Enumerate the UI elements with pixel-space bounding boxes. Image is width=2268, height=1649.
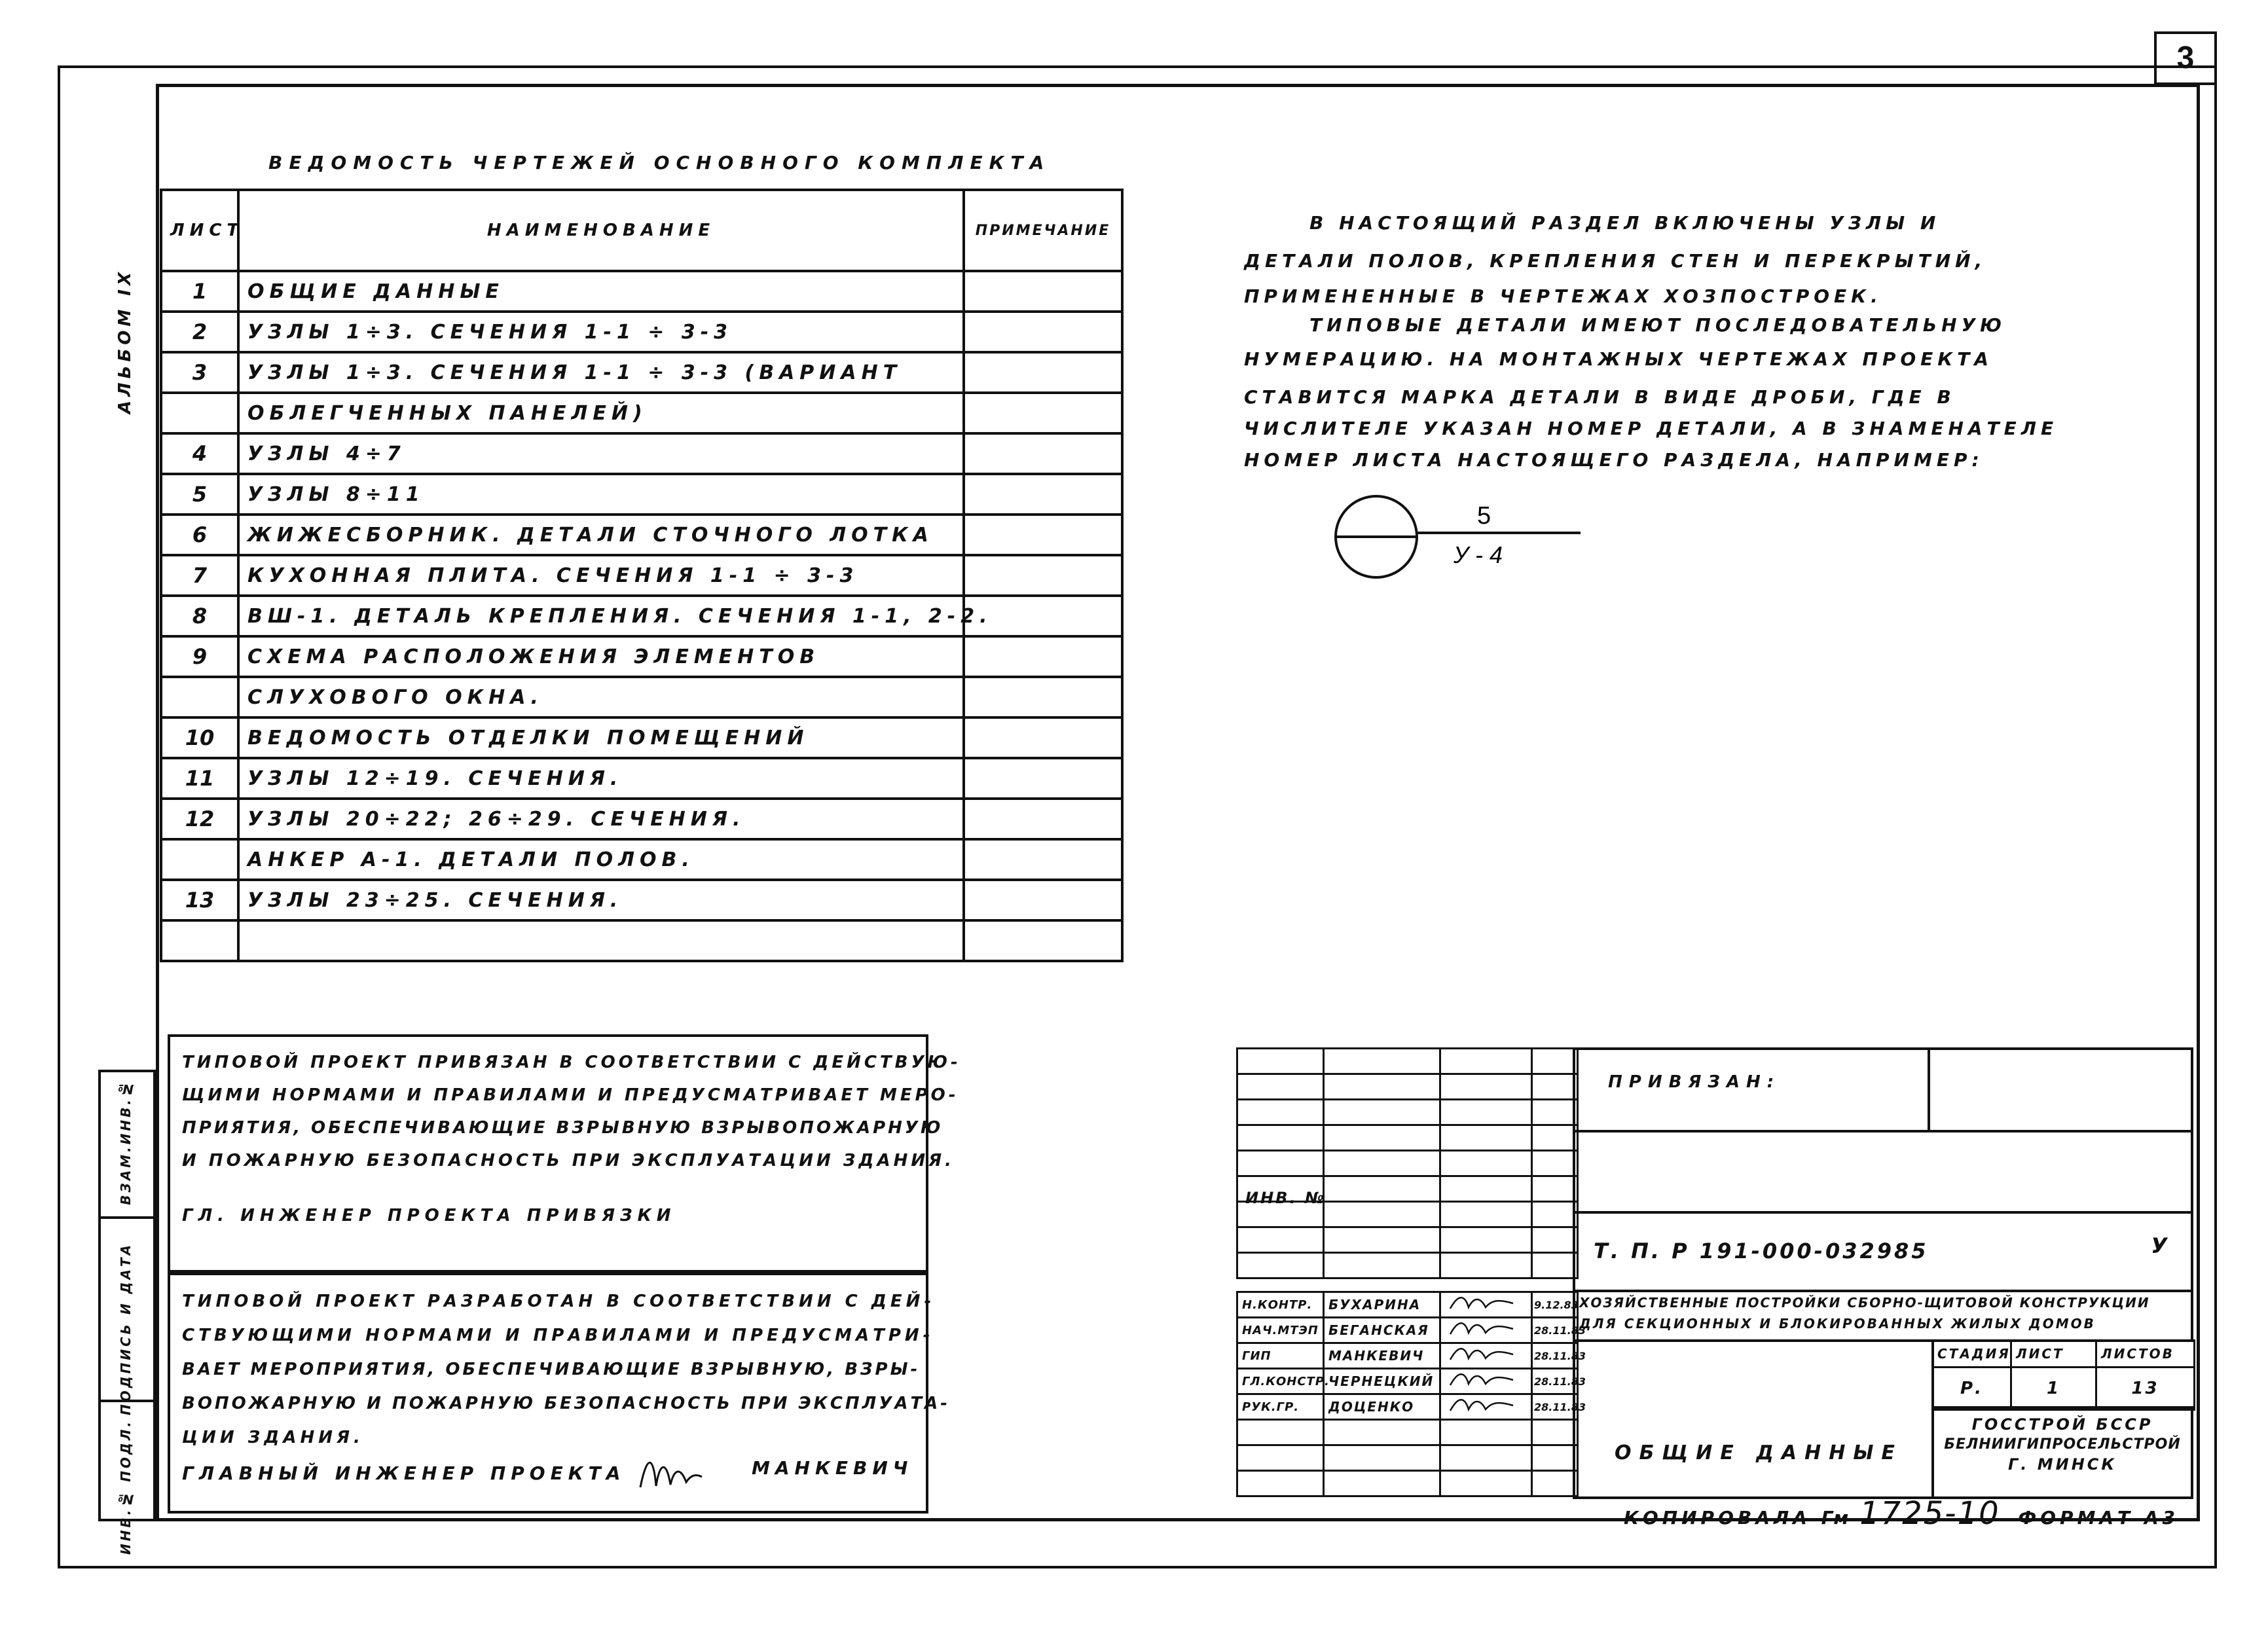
description-line: ЧИСЛИТЕЛЕ УКАЗАН НОМЕР ДЕТАЛИ, А В ЗНАМЕНАТЕЛЕ [1244, 418, 2058, 439]
staff-row [1237, 1471, 1578, 1496]
project-variant: У [2151, 1233, 2171, 1258]
signature-empty-cell [1440, 1049, 1532, 1074]
staff-date: 28.11.83 [1532, 1394, 1578, 1420]
sheet-number-cell: 5 [161, 474, 238, 515]
staff-row [1237, 1369, 1578, 1394]
signature-empty-row [1237, 1253, 1578, 1278]
staff-role: ГИП [1237, 1343, 1324, 1369]
binding-box [168, 1034, 961, 1273]
description-line: ТИПОВЫЕ ДЕТАЛИ ИМЕЮТ ПОСЛЕДОВАТЕЛЬНУЮ [1309, 314, 2007, 336]
design-engineer-name: МАНКЕВИЧ [752, 1457, 913, 1479]
signature-empty-cell [1324, 1074, 1440, 1100]
binding-line: ТИПОВОЙ ПРОЕКТ ПРИВЯЗАН В СООТВЕТСТВИИ С ДЕЙСТВУЮ- [182, 1053, 961, 1072]
sheet-number-cell: 3 [161, 352, 238, 393]
sheet-number-cell: 4 [161, 433, 238, 474]
note-cell [964, 474, 1122, 515]
note-cell [964, 839, 1122, 880]
sheet-value: 1 [2011, 1368, 2096, 1410]
description-line: НУМЕРАЦИЮ. НА МОНТАЖНЫХ ЧЕРТЕЖАХ ПРОЕКТА [1244, 348, 1993, 370]
description-line: В НАСТОЯЩИЙ РАЗДЕЛ ВКЛЮЧЕНЫ УЗЛЫ И [1309, 212, 1941, 234]
project-code-cell [1573, 1211, 2193, 1292]
name-cell: АНКЕР А-1. ДЕТАЛИ ПОЛОВ. [238, 839, 964, 880]
staff-role: РУК.ГР. [1237, 1394, 1324, 1420]
staff-date: 9.12.83 [1532, 1292, 1578, 1318]
staff-role: НАЧ.МТЭП [1237, 1318, 1324, 1343]
signature-empty-row [1237, 1049, 1578, 1074]
binding-line: И ПОЖАРНУЮ БЕЗОПАСНОСТЬ ПРИ ЭКСПЛУАТАЦИИ ЗДАНИЯ. [182, 1151, 955, 1170]
note-cell [964, 271, 1122, 312]
signature-empty-row [1237, 1125, 1578, 1151]
signature-empty-cell [1440, 1227, 1532, 1253]
signature-empty-cell [1532, 1253, 1578, 1278]
bound-space-cell [1573, 1130, 2193, 1214]
sheet-number-cell: 12 [161, 799, 238, 839]
sheet-number-cell [161, 393, 238, 433]
staff-date: 28.11.83 [1532, 1369, 1578, 1394]
staff-empty-cell [1324, 1471, 1440, 1496]
staff-empty-cell [1324, 1420, 1440, 1445]
design-line: ВОПОЖАРНУЮ И ПОЖАРНУЮ БЕЗОПАСНОСТЬ ПРИ ЭКСПЛУАТА- [182, 1394, 951, 1413]
sheet-number-cell: 1 [161, 271, 238, 312]
signature-empty-cell [1440, 1074, 1532, 1100]
staff-date: 28.11.83 [1532, 1343, 1578, 1369]
staff-row [1237, 1318, 1578, 1343]
sheet-number-cell: 11 [161, 758, 238, 799]
design-line: ЦИИ ЗДАНИЯ. [182, 1428, 364, 1447]
sheet-number-cell: 6 [161, 515, 238, 555]
copied-label: КОПИРОВАЛА [1624, 1507, 1811, 1529]
sheet-number-cell: 13 [161, 880, 238, 920]
side-strip-original-inv: ИНВ.№ ПОДЛ. [118, 1419, 134, 1555]
signature-empty-cell [1324, 1125, 1440, 1151]
marker-denominator: У - 4 [1454, 541, 1503, 568]
signature-empty-cell [1440, 1176, 1532, 1202]
org-line-1: ГОССТРОЙ БССР [1971, 1415, 2153, 1434]
name-cell: ЖИЖЕСБОРНИК. ДЕТАЛИ СТОЧНОГО ЛОТКА [238, 515, 964, 555]
format-label: ФОРМАТ А3 [2018, 1507, 2179, 1529]
design-line: ВАЕТ МЕРОПРИЯТИЯ, ОБЕСПЕЧИВАЮЩИЕ ВЗРЫВНУЮ, ВЗРЫ- [182, 1360, 921, 1379]
staff-empty-cell [1532, 1420, 1578, 1445]
staff-name: МАНКЕВИЧ [1324, 1343, 1440, 1369]
staff-row [1237, 1343, 1578, 1369]
name-cell: ОБЩИЕ ДАННЫЕ [238, 271, 964, 312]
table-row [161, 799, 1122, 839]
column-header-name: НАИМЕНОВАНИЕ [238, 190, 964, 271]
signature-empty-cell [1324, 1049, 1440, 1074]
note-cell [964, 799, 1122, 839]
project-title-line-1: ХОЗЯЙСТВЕННЫЕ ПОСТРОЙКИ СБОРНО-ЩИТОВОЙ КОНСТРУКЦИИ [1579, 1295, 2150, 1311]
table-row [161, 515, 1122, 555]
name-cell [238, 920, 964, 961]
staff-empty-cell [1532, 1445, 1578, 1471]
signature-empty-cell [1237, 1253, 1324, 1278]
table-row [161, 474, 1122, 515]
note-cell [964, 312, 1122, 352]
note-cell [964, 555, 1122, 596]
stage-header: СТАДИЯ [1933, 1341, 2011, 1368]
table-row [161, 352, 1122, 393]
staff-name: БЕГАНСКАЯ [1324, 1318, 1440, 1343]
detail-marker-example [1323, 491, 1598, 589]
sheets-total-value: 13 [2096, 1368, 2195, 1410]
sheet-number-cell: 2 [161, 312, 238, 352]
staff-empty-cell [1440, 1445, 1532, 1471]
signature-empty-cell [1532, 1202, 1578, 1227]
signature-empty-cell [1440, 1100, 1532, 1125]
staff-empty-cell [1237, 1471, 1324, 1496]
note-cell [964, 515, 1122, 555]
project-title-line-2: ДЛЯ СЕКЦИОННЫХ И БЛОКИРОВАННЫХ ЖИЛЫХ ДОМОВ [1579, 1316, 2096, 1332]
binding-line: ПРИЯТИЯ, ОБЕСПЕЧИВАЮЩИЕ ВЗРЫВНУЮ ВЗРЫВОПОЖАРНУЮ [182, 1118, 943, 1138]
table-header-row [161, 190, 1122, 271]
signature-empty-cell [1237, 1227, 1324, 1253]
name-cell: ВЕДОМОСТЬ ОТДЕЛКИ ПОМЕЩЕНИЙ [238, 717, 964, 758]
signature-empty-cell [1532, 1151, 1578, 1176]
staff-grid [1236, 1291, 1586, 1497]
bound-extra-cell [1928, 1047, 2193, 1133]
name-cell: ОБЛЕГЧЕННЫХ ПАНЕЛЕЙ) [238, 393, 964, 433]
description-line: ДЕТАЛИ ПОЛОВ, КРЕПЛЕНИЯ СТЕН И ПЕРЕКРЫТИЙ, [1244, 250, 1987, 272]
table-row [161, 555, 1122, 596]
staff-signature [1440, 1292, 1532, 1318]
name-cell: УЗЛЫ 23÷25. СЕЧЕНИЯ. [238, 880, 964, 920]
title-block [1236, 1047, 2200, 1499]
note-cell [964, 636, 1122, 677]
drawings-list-title: ВЕДОМОСТЬ ЧЕРТЕЖЕЙ ОСНОВНОГО КОМПЛЕКТА [268, 152, 1051, 173]
name-cell: УЗЛЫ 20÷22; 26÷29. СЕЧЕНИЯ. [238, 799, 964, 839]
signature-scribble [1445, 1344, 1524, 1364]
signature-empty-cell [1237, 1074, 1324, 1100]
name-cell: СЛУХОВОГО ОКНА. [238, 677, 964, 717]
signature-scribble [1445, 1318, 1524, 1338]
description-line: СТАВИТСЯ МАРКА ДЕТАЛИ В ВИДЕ ДРОБИ, ГДЕ В [1244, 386, 1956, 408]
signature-empty-cell [1532, 1074, 1578, 1100]
sheet-number-cell [161, 839, 238, 880]
sheets-total-header: ЛИСТОВ [2096, 1341, 2195, 1368]
album-label: АЛЬБОМ IX [115, 268, 135, 414]
side-strip-signature-date: ПОДПИСЬ И ДАТА [118, 1242, 134, 1416]
design-line: СТВУЮЩИМИ НОРМАМИ И ПРАВИЛАМИ И ПРЕДУСМАТРИ- [182, 1326, 934, 1345]
signature-empty-cell [1532, 1049, 1578, 1074]
signature-empty-cell [1532, 1125, 1578, 1151]
signature-empty-row [1237, 1074, 1578, 1100]
table-row [161, 758, 1122, 799]
sheet-number-cell: 10 [161, 717, 238, 758]
staff-signature [1440, 1394, 1532, 1420]
design-engineer-label: ГЛАВНЫЙ ИНЖЕНЕР ПРОЕКТА [182, 1462, 626, 1484]
signatures-grid [1236, 1047, 1579, 1279]
signature-empty-cell [1324, 1176, 1440, 1202]
side-strip [98, 1070, 156, 1555]
signature-empty-cell [1324, 1227, 1440, 1253]
sheet-header: ЛИСТ [2011, 1341, 2096, 1368]
staff-empty-cell [1532, 1471, 1578, 1496]
sheet-title-cell [1573, 1339, 1934, 1499]
note-cell [964, 758, 1122, 799]
signature-empty-cell [1532, 1176, 1578, 1202]
column-header-note: ПРИМЕЧАНИЕ [964, 190, 1122, 271]
sheet-number-cell [161, 677, 238, 717]
note-cell [964, 393, 1122, 433]
signature-empty-cell [1324, 1151, 1440, 1176]
signature-empty-cell [1532, 1100, 1578, 1125]
design-box [168, 1273, 951, 1513]
description-line: НОМЕР ЛИСТА НАСТОЯЩЕГО РАЗДЕЛА, НАПРИМЕР: [1244, 449, 1984, 471]
engineer-signature [634, 1448, 706, 1500]
name-cell: УЗЛЫ 12÷19. СЕЧЕНИЯ. [238, 758, 964, 799]
signature-empty-cell [1324, 1100, 1440, 1125]
staff-row [1237, 1394, 1578, 1420]
staff-date: 28.11.83 [1532, 1318, 1578, 1343]
sheet-number-cell: 8 [161, 596, 238, 636]
signature-empty-cell [1440, 1253, 1532, 1278]
signature-empty-cell [1324, 1202, 1440, 1227]
staff-name: БУХАРИНА [1324, 1292, 1440, 1318]
table-row [161, 677, 1122, 717]
signature-scribble [1445, 1369, 1524, 1389]
note-cell [964, 920, 1122, 961]
staff-empty-cell [1440, 1420, 1532, 1445]
project-title-cell [1573, 1290, 2193, 1342]
table-row [161, 839, 1122, 880]
note-cell [964, 677, 1122, 717]
signature-empty-cell [1532, 1227, 1578, 1253]
organization-cell [1931, 1406, 2193, 1499]
signature-empty-cell [1440, 1125, 1532, 1151]
staff-signature [1440, 1343, 1532, 1369]
signature-empty-row [1237, 1151, 1578, 1176]
sheet-number-cell [161, 920, 238, 961]
column-header-sheet: ЛИСТ [161, 190, 238, 271]
table-row [161, 880, 1122, 920]
description-line: ПРИМЕНЕННЫЕ В ЧЕРТЕЖАХ ХОЗПОСТРОЕК. [1244, 285, 1882, 307]
name-cell: УЗЛЫ 4÷7 [238, 433, 964, 474]
table-row [161, 920, 1122, 961]
staff-empty-cell [1324, 1445, 1440, 1471]
binding-engineer-label: ГЛ. ИНЖЕНЕР ПРОЕКТА ПРИВЯЗКИ [182, 1206, 676, 1225]
staff-role: Н.КОНТР. [1237, 1292, 1324, 1318]
staff-signature [1440, 1369, 1532, 1394]
binding-line: ЩИМИ НОРМАМИ И ПРАВИЛАМИ И ПРЕДУСМАТРИВАЕТ МЕРО- [182, 1085, 959, 1105]
description-text [1244, 204, 2121, 479]
signature-empty-cell [1324, 1253, 1440, 1278]
bound-cell [1573, 1047, 1930, 1133]
signature-empty-cell [1440, 1202, 1532, 1227]
staff-row [1237, 1445, 1578, 1471]
design-line: ТИПОВОЙ ПРОЕКТ РАЗРАБОТАН В СООТВЕТСТВИИ С ДЕЙ- [182, 1292, 936, 1311]
note-cell [964, 717, 1122, 758]
name-cell: УЗЛЫ 1÷3. СЕЧЕНИЯ 1-1 ÷ 3-3 [238, 312, 964, 352]
staff-name: ЧЕРНЕЦКИЙ [1324, 1369, 1440, 1394]
staff-name: ДОЦЕНКО [1324, 1394, 1440, 1420]
copied-by: Гм [1821, 1507, 1850, 1529]
signature-scribble [1445, 1293, 1524, 1313]
sheet-number: 3 [2154, 31, 2217, 85]
name-cell: УЗЛЫ 1÷3. СЕЧЕНИЯ 1-1 ÷ 3-3 (ВАРИАНТ [238, 352, 964, 393]
copy-number: 1725-10 [1859, 1495, 2000, 1532]
signature-scribble [1445, 1395, 1524, 1415]
signature-empty-row [1237, 1227, 1578, 1253]
staff-empty-cell [1237, 1420, 1324, 1445]
staff-empty-cell [1440, 1471, 1532, 1496]
drawings-table [160, 189, 1124, 962]
marker-numerator: 5 [1477, 502, 1491, 530]
table-row [161, 596, 1122, 636]
sheet-title: ОБЩИЕ ДАННЫЕ [1615, 1441, 1903, 1464]
staff-row [1237, 1292, 1578, 1318]
table-row [161, 717, 1122, 758]
signature-empty-row [1237, 1100, 1578, 1125]
staff-signature [1440, 1318, 1532, 1343]
signature-empty-cell [1237, 1049, 1324, 1074]
note-cell [964, 880, 1122, 920]
org-line-3: Г. МИНСК [2007, 1455, 2117, 1474]
stage-table [1931, 1339, 2195, 1411]
staff-row [1237, 1420, 1578, 1445]
signature-empty-cell [1237, 1125, 1324, 1151]
signature-empty-cell [1440, 1151, 1532, 1176]
name-cell: СХЕМА РАСПОЛОЖЕНИЯ ЭЛЕМЕНТОВ [238, 636, 964, 677]
side-strip-replacement-inv: ВЗАМ.ИНВ.№ [118, 1079, 134, 1205]
org-line-2: БЕЛНИИГИПРОСЕЛЬСТРОЙ [1944, 1436, 2181, 1453]
note-cell [964, 433, 1122, 474]
table-row [161, 636, 1122, 677]
footer-copied [1624, 1495, 2179, 1532]
table-row [161, 393, 1122, 433]
signature-empty-cell [1237, 1151, 1324, 1176]
inv-number-label: ИНВ. № [1245, 1189, 1326, 1207]
sheet-number-cell: 9 [161, 636, 238, 677]
staff-role: ГЛ.КОНСТР. [1237, 1369, 1324, 1394]
note-cell [964, 352, 1122, 393]
bound-label: ПРИВЯЗАН: [1608, 1072, 1781, 1092]
name-cell: УЗЛЫ 8÷11 [238, 474, 964, 515]
sheet-number-cell: 7 [161, 555, 238, 596]
table-row [161, 271, 1122, 312]
name-cell: ВШ-1. ДЕТАЛЬ КРЕПЛЕНИЯ. СЕЧЕНИЯ 1-1, 2-2. [238, 596, 964, 636]
staff-empty-cell [1237, 1445, 1324, 1471]
name-cell: КУХОННАЯ ПЛИТА. СЕЧЕНИЯ 1-1 ÷ 3-3 [238, 555, 964, 596]
table-row [161, 312, 1122, 352]
stage-value: Р. [1933, 1368, 2011, 1410]
table-row [161, 433, 1122, 474]
signature-empty-cell [1237, 1100, 1324, 1125]
project-code: Т. П. Р 191-000-032985 [1594, 1239, 1929, 1263]
